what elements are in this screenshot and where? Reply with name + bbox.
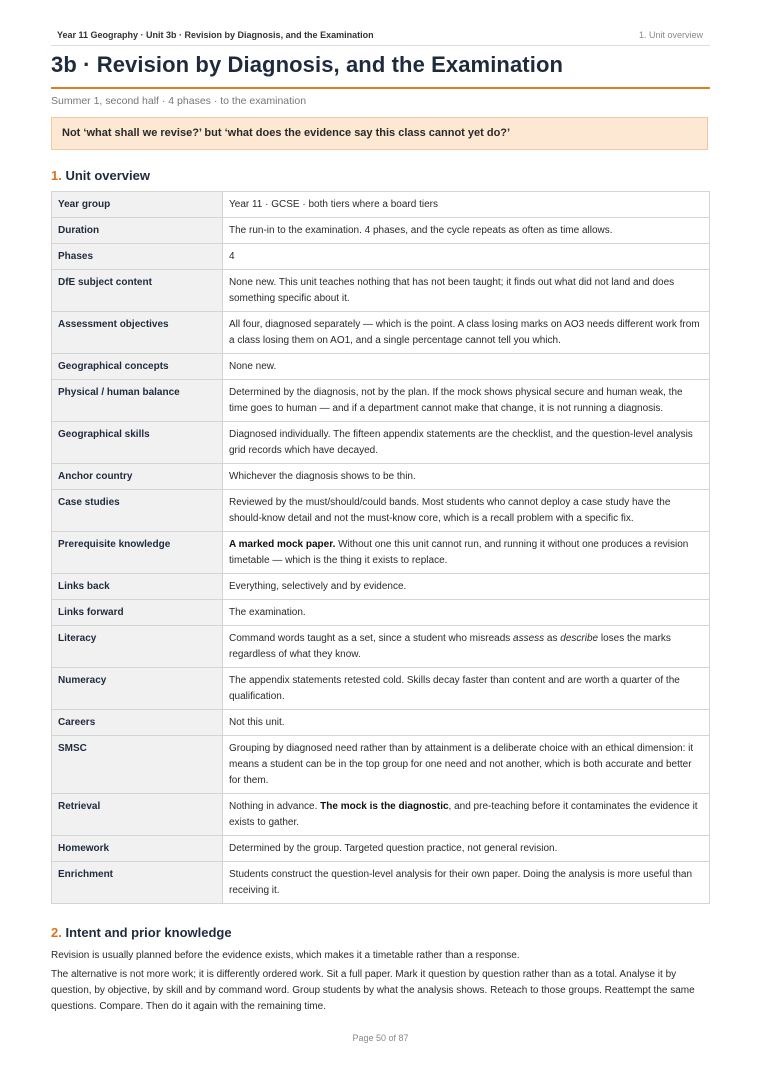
page-title: 3b · Revision by Diagnosis, and the Examination bbox=[51, 52, 564, 77]
table-row bbox=[52, 532, 710, 574]
table-row bbox=[52, 836, 710, 862]
row-value bbox=[223, 532, 710, 574]
unit-overview-table bbox=[51, 191, 710, 904]
row-key: Careers bbox=[52, 710, 223, 736]
intent-paragraph: The alternative is not more work; it is differently ordered work. Sit a full paper. Mark it question by question rather than as a total. Analyse it by question, by objective, by skill and by command word. Group students by what the analysis shows. Reteach to those groups. Reattempt the same questions. Compare. Then do it again with the remaining time. bbox=[51, 969, 695, 1012]
intent-body bbox=[51, 948, 710, 1018]
callout-text: Not ‘what shall we revise?’ but ‘what does the evidence say this class cannot yet do?’ bbox=[62, 127, 511, 139]
table-row bbox=[52, 710, 710, 736]
row-key: Numeracy bbox=[52, 668, 223, 710]
table-row bbox=[52, 794, 710, 836]
row-value: Everything, selectively and by evidence. bbox=[223, 574, 710, 600]
section-heading-overview bbox=[51, 168, 150, 183]
row-value bbox=[223, 626, 710, 668]
section-title: Unit overview bbox=[65, 168, 150, 183]
row-value: The examination. bbox=[223, 600, 710, 626]
section-title: Intent and prior knowledge bbox=[65, 925, 232, 940]
row-key: Duration bbox=[52, 218, 223, 244]
row-value: The appendix statements retested cold. Skills decay faster than content and are worth a quarter of the qualification. bbox=[223, 668, 710, 710]
row-key: Phases bbox=[52, 244, 223, 270]
row-key: Geographical concepts bbox=[52, 354, 223, 380]
row-value: Grouping by diagnosed need rather than by attainment is a deliberate choice with an ethical dimension: it means a student can be in the top group for one need and not another, which is both accurate and better for them. bbox=[223, 736, 710, 794]
row-key: DfE subject content bbox=[52, 270, 223, 312]
row-value: Whichever the diagnosis shows to be thin. bbox=[223, 464, 710, 490]
row-value-text: as bbox=[544, 633, 561, 644]
row-value: Determined by the group. Targeted question practice, not general revision. bbox=[223, 836, 710, 862]
table-row bbox=[52, 270, 710, 312]
intent-paragraph: Revision is usually planned before the evidence exists, which makes it a timetable rather than a response. bbox=[51, 950, 520, 961]
table-row bbox=[52, 244, 710, 270]
table-row bbox=[52, 862, 710, 904]
table-row bbox=[52, 422, 710, 464]
section-number: 2. bbox=[51, 925, 62, 940]
running-header-section: 1. Unit overview bbox=[638, 30, 703, 40]
row-key: Enrichment bbox=[52, 862, 223, 904]
row-key: Retrieval bbox=[52, 794, 223, 836]
row-key: Physical / human balance bbox=[52, 380, 223, 422]
row-key: SMSC bbox=[52, 736, 223, 794]
running-header bbox=[51, 29, 710, 46]
running-header-title: Year 11 Geography · Unit 3b · Revision by Diagnosis, and the Examination bbox=[57, 30, 374, 40]
table-row bbox=[52, 600, 710, 626]
row-key: Anchor country bbox=[52, 464, 223, 490]
row-value: Diagnosed individually. The fifteen appendix statements are the checklist, and the question-level analysis grid records which have decayed. bbox=[223, 422, 710, 464]
table-row bbox=[52, 192, 710, 218]
table-row bbox=[52, 736, 710, 794]
callout-box bbox=[51, 117, 708, 150]
row-value: None new. bbox=[223, 354, 710, 380]
row-value-text: Without one this unit cannot run, and running it without one produces a revision timetable — which is the thing it exists to replace. bbox=[229, 539, 689, 566]
row-value-text: loses the marks regardless of what they know. bbox=[229, 633, 671, 660]
row-value: Students construct the question-level analysis for their own paper. Doing the analysis is more useful than receiving it. bbox=[223, 862, 710, 904]
row-value-text: Nothing in advance. bbox=[229, 801, 321, 812]
page-number: Page 50 of 87 bbox=[352, 1033, 409, 1043]
table-row bbox=[52, 218, 710, 244]
row-value: Not this unit. bbox=[223, 710, 710, 736]
row-key: Links forward bbox=[52, 600, 223, 626]
row-value-text: , and pre-teaching before it contaminates the evidence it exists to gather. bbox=[229, 801, 698, 828]
row-value: Determined by the diagnosis, not by the plan. If the mock shows physical secure and human weak, the time goes to human — and if a department cannot make that change, it is not running a diagnosis. bbox=[223, 380, 710, 422]
table-row bbox=[52, 490, 710, 532]
row-key: Case studies bbox=[52, 490, 223, 532]
row-value-text: Command words taught as a set, since a student who misreads bbox=[229, 633, 514, 644]
row-key: Prerequisite knowledge bbox=[52, 532, 223, 574]
table-row bbox=[52, 354, 710, 380]
table-row bbox=[52, 626, 710, 668]
row-value-emphasis: A marked mock paper. bbox=[229, 539, 336, 550]
row-value: None new. This unit teaches nothing that has not been taught; it finds out what did not land and does something specific about it. bbox=[223, 270, 710, 312]
row-key: Links back bbox=[52, 574, 223, 600]
title-rule bbox=[51, 87, 710, 89]
row-key: Assessment objectives bbox=[52, 312, 223, 354]
row-value-italic: describe bbox=[560, 633, 599, 644]
section-number: 1. bbox=[51, 168, 62, 183]
row-value: 4 bbox=[223, 244, 710, 270]
row-key: Homework bbox=[52, 836, 223, 862]
row-value bbox=[223, 794, 710, 836]
row-key: Year group bbox=[52, 192, 223, 218]
table-row bbox=[52, 312, 710, 354]
table-row bbox=[52, 574, 710, 600]
table-row bbox=[52, 668, 710, 710]
row-value: All four, diagnosed separately — which is the point. A class losing marks on AO3 needs different work from a class losing them on AO1, and a single percentage cannot tell you which. bbox=[223, 312, 710, 354]
row-value-italic: assess bbox=[513, 633, 545, 644]
row-value-emphasis: The mock is the diagnostic bbox=[320, 801, 449, 812]
table-row bbox=[52, 380, 710, 422]
row-key: Literacy bbox=[52, 626, 223, 668]
row-key: Geographical skills bbox=[52, 422, 223, 464]
table-row bbox=[52, 464, 710, 490]
row-value: Year 11 · GCSE · both tiers where a board tiers bbox=[223, 192, 710, 218]
row-value: Reviewed by the must/should/could bands. Most students who cannot deploy a case study have the should-know detail and not the must-know core, which is a recall problem with a specific fix. bbox=[223, 490, 710, 532]
row-value: The run-in to the examination. 4 phases, and the cycle repeats as often as time allows. bbox=[223, 218, 710, 244]
section-heading-intent bbox=[51, 925, 232, 940]
page-subtitle: Summer 1, second half · 4 phases · to the examination bbox=[51, 95, 307, 107]
